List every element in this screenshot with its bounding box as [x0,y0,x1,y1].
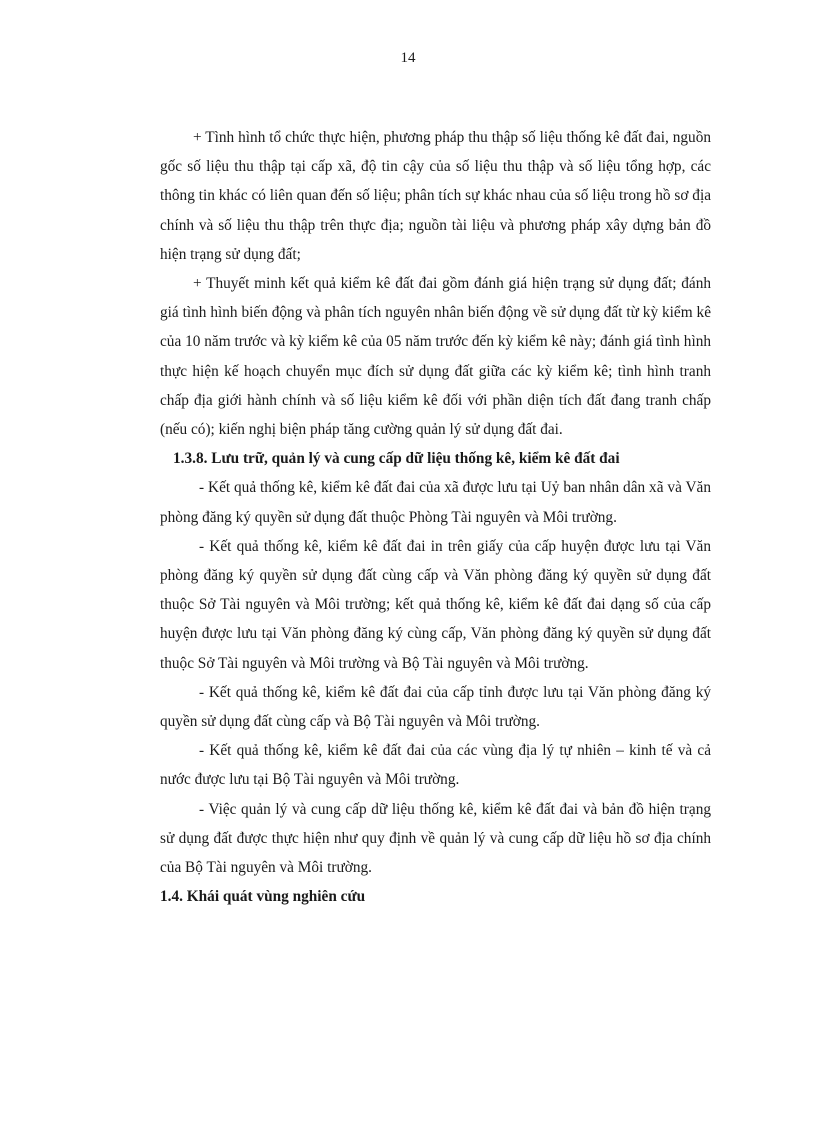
section-heading-1-3-8: 1.3.8. Lưu trữ, quản lý và cung cấp dữ liệu thống kê, kiểm kê đất đai [173,450,620,468]
document-body [160,123,711,911]
paragraph-data-management: - Việc quản lý và cung cấp dữ liệu thống kê, kiểm kê đất đai và bản đồ hiện trạng sử dụng đất được thực hiện như quy định về quản lý và cung cấp dữ liệu hồ sơ địa chính của Bộ Tài nguyên và Môi trường. [160,800,711,877]
paragraph-district-storage: - Kết quả thống kê, kiểm kê đất đai in trên giấy của cấp huyện được lưu tại Văn phòng đăng ký quyền sử dụng đất cùng cấp và Văn phòng đăng ký quyền sử dụng đất thuộc Sở Tài nguyên và Môi trường; kết quả thống kê, kiểm kê đất đai dạng số của cấp huyện được lưu tại Văn phòng đăng ký cùng cấp, Văn phòng đăng ký quyền sử dụng đất thuộc Sở Tài nguyên và Môi trường và Bộ Tài nguyên và Môi trường. [160,537,711,672]
page-number: 14 [400,50,416,66]
paragraph-inventory-explanation: + Thuyết minh kết quả kiểm kê đất đai gồm đánh giá hiện trạng sử dụng đất; đánh giá tình hình biến động và phân tích nguyên nhân biến động về sử dụng đất từ kỳ kiểm kê của 10 năm trước và kỳ kiểm kê của 05 năm trước đến kỳ kiểm kê này; đánh giá tình hình thực hiện kế hoạch chuyển mục đích sử dụng đất giữa các kỳ kiểm kê; tình hình tranh chấp địa giới hành chính và số liệu kiểm kê đối với phần diện tích đất đang tranh chấp (nếu có); kiến nghị biện pháp tăng cường quản lý sử dụng đất đai. [160,275,711,439]
section-heading-1-4: 1.4. Khái quát vùng nghiên cứu [160,888,366,906]
paragraph-commune-storage: - Kết quả thống kê, kiểm kê đất đai của xã được lưu tại Uỷ ban nhân dân xã và Văn phòng đăng ký quyền sử dụng đất thuộc Phòng Tài nguyên và Môi trường. [160,479,711,526]
paragraph-province-storage: - Kết quả thống kê, kiểm kê đất đai của cấp tỉnh được lưu tại Văn phòng đăng ký quyền sử dụng đất cùng cấp và Bộ Tài nguyên và Môi trường. [160,683,711,731]
paragraph-data-collection: + Tình hình tổ chức thực hiện, phương pháp thu thập số liệu thống kê đất đai, nguồn gốc số liệu thu thập tại cấp xã, độ tin cậy của số liệu thu thập và số liệu tổng hợp, các thông tin khác có liên quan đến số liệu; phân tích sự khác nhau của số liệu trong hồ sơ địa chính và số liệu thu thập trên thực địa; nguồn tài liệu và phương pháp xây dựng bản đồ hiện trạng sử dụng đất; [160,129,711,263]
paragraph-national-storage: - Kết quả thống kê, kiểm kê đất đai của các vùng địa lý tự nhiên – kinh tế và cả nước được lưu tại Bộ Tài nguyên và Môi trường. [160,742,711,789]
